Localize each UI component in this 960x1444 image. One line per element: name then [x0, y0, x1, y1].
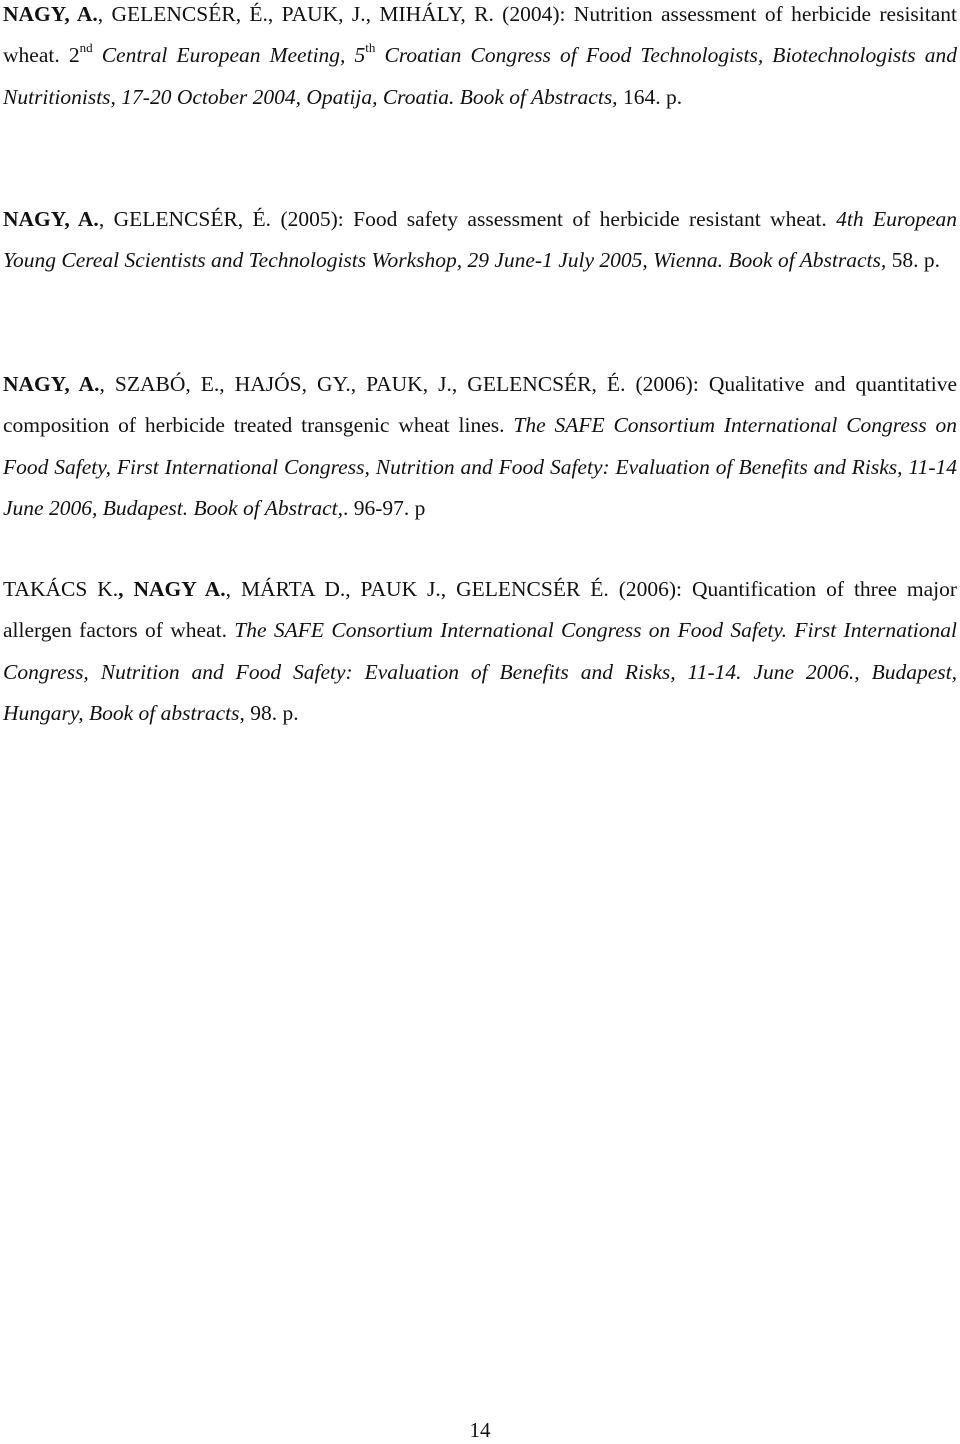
- reference-2-year: (2005):: [271, 207, 354, 231]
- reference-3-title: Qualitative and quantitative composition of herbicide treated transgenic wheat lines.: [3, 372, 957, 438]
- reference-1-venue-part-2: Croatian Congress of Food Technologists, Biotechnologists and Nutritionists, 17-20 October 2004, Opatija, Croatia. Book of Abstracts,: [3, 43, 957, 109]
- reference-2-pages: 58. p.: [886, 248, 941, 273]
- reference-4-title: Quantification of three major allergen factors of wheat.: [3, 577, 957, 643]
- reference-1-author-bold: NAGY, A.: [3, 2, 98, 26]
- reference-1-authors: , GELENCSÉR, É., PAUK, J., MIHÁLY, R.: [97, 2, 494, 26]
- reference-1-year: (2004):: [493, 2, 574, 26]
- reference-4: [3, 569, 957, 734]
- reference-3: [3, 364, 957, 529]
- reference-3-pages: . 96-97. p: [342, 495, 426, 520]
- reference-2: [3, 199, 957, 282]
- reference-4-venue: The SAFE Consortium International Congress on Food Safety. First International Congress, Nutrition and Food Safety: Evaluation of Benefits and Risks, 11-14. June 2006., Budapest, Hungary, Book of abstracts: [3, 618, 957, 725]
- reference-3-year: (2006):: [625, 372, 709, 396]
- reference-4-author-first: TAKÁCS K.: [3, 577, 119, 601]
- reference-3-venue: The SAFE Consortium International Congress on Food Safety, First International Congress, Nutrition and Food Safety: Evaluation of Benefits and Risks, 11-14 June 2006, Budapest. Book of Abstract,: [3, 413, 957, 520]
- reference-2-venue: 4th European Young Cereal Scientists and Technologists Workshop, 29 June-1 July 2005, Wienna. Book of Abstracts,: [3, 207, 958, 273]
- reference-2-authors: , GELENCSÉR, É.: [98, 207, 272, 231]
- page-number: 14: [469, 1418, 491, 1442]
- reference-1-venue-part-1: Central European Meeting, 5: [92, 43, 366, 68]
- reference-1-venue-sup-2: th: [365, 40, 376, 56]
- reference-1-venue-num: 2: [68, 43, 80, 68]
- reference-1-pages: 164. p.: [617, 84, 683, 109]
- reference-4-year: (2006):: [608, 577, 692, 601]
- reference-4-authors: , MÁRTA D., PAUK J., GELENCSÉR É.: [225, 577, 609, 601]
- reference-3-author-bold: NAGY, A.: [3, 372, 100, 396]
- reference-1-venue-sup-1: nd: [79, 40, 93, 56]
- reference-2-author-bold: NAGY, A.: [3, 207, 99, 231]
- reference-3-authors: , SZABÓ, E., HAJÓS, GY., PAUK, J., GELENCSÉR, É.: [99, 372, 626, 396]
- reference-4-pages: , 98. p.: [239, 700, 299, 725]
- reference-2-title: Food safety assessment of herbicide resistant wheat.: [353, 207, 837, 231]
- reference-4-author-bold: , NAGY A.: [118, 577, 226, 601]
- reference-1-title: Nutrition assessment of herbicide resisitant wheat.: [3, 2, 958, 68]
- reference-1: [3, 0, 957, 118]
